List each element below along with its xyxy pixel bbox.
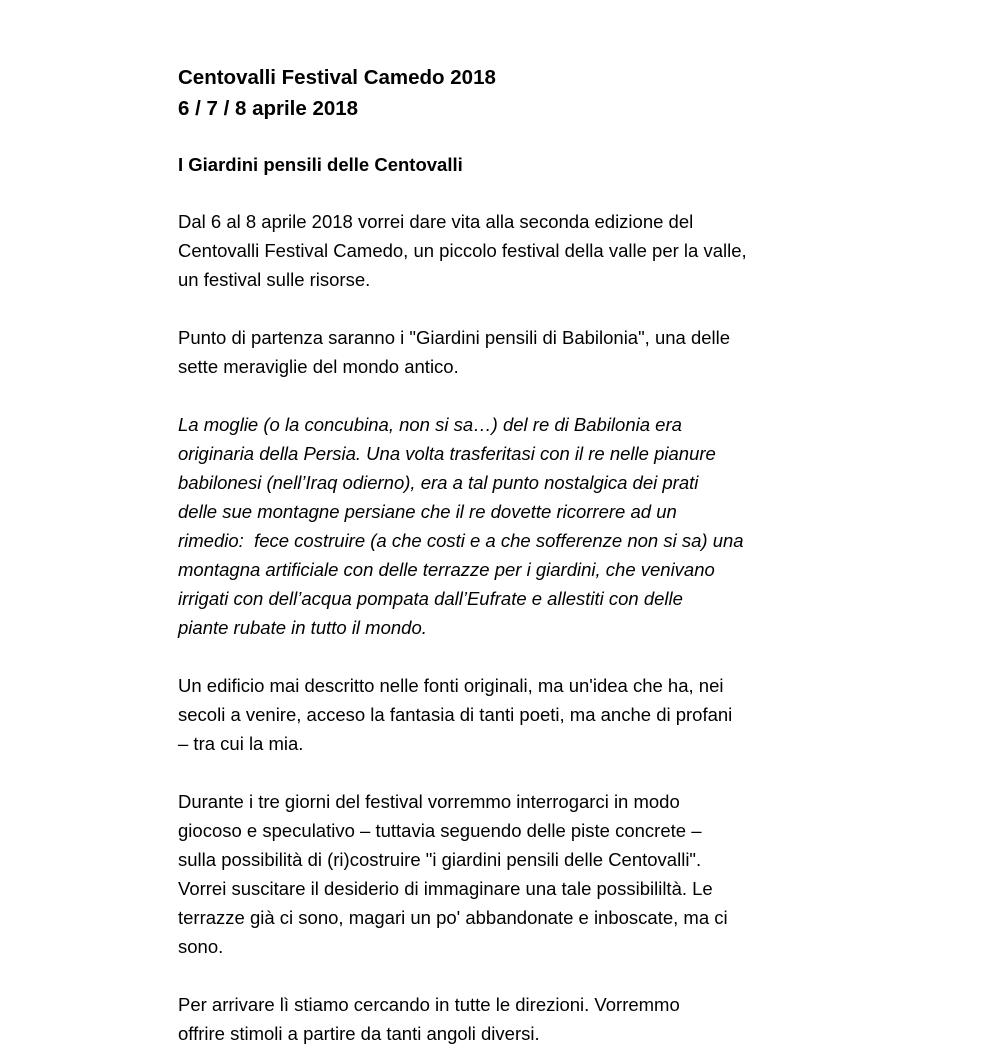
text-line: terrazze già ci sono, magari un po' abbandonate e inboscate, ma ci <box>178 907 728 928</box>
text-line: babilonesi (nell’Iraq odierno), era a tal punto nostalgica dei prati <box>178 472 699 493</box>
document-subtitle: I Giardini pensili delle Centovalli <box>178 154 463 175</box>
text-line: montagna artificiale con delle terrazze per i giardini, che venivano <box>178 559 715 580</box>
text-line: secoli a venire, acceso la fantasia di tanti poeti, ma anche di profani <box>178 704 733 725</box>
text-line: – tra cui la mia. <box>178 733 304 754</box>
paragraph-starting-point <box>178 323 838 381</box>
paragraph-intro <box>178 207 838 294</box>
text-line: offrire stimoli a partire da tanti angoli diversi. <box>178 1023 540 1044</box>
text-line: Punto di partenza saranno i "Giardini pensili di Babilonia", una delle <box>178 327 731 348</box>
text-line: Un edificio mai descritto nelle fonti originali, ma un'idea che ha, nei <box>178 675 724 696</box>
text-line: sette meraviglie del mondo antico. <box>178 356 459 377</box>
text-line: Centovalli Festival Camedo, un piccolo festival della valle per la valle, <box>178 240 747 261</box>
text-line: Vorrei suscitare il desiderio di immaginare una tale possibililtà. Le <box>178 878 713 899</box>
paragraph-festival-days <box>178 787 838 961</box>
text-line: Per arrivare lì stiamo cercando in tutte le direzioni. Vorremmo <box>178 994 680 1015</box>
title-date-line: 6 / 7 / 8 aprile 2018 <box>178 97 359 120</box>
paragraph-legend-italic <box>178 410 838 642</box>
document-page <box>178 62 838 1048</box>
text-line: piante rubate in tutto il mondo. <box>178 617 427 638</box>
paragraph-building <box>178 671 838 758</box>
document-title <box>178 62 838 124</box>
paragraph-directions <box>178 990 838 1048</box>
text-line: La moglie (o la concubina, non si sa…) del re di Babilonia era <box>178 414 682 435</box>
text-line: Dal 6 al 8 aprile 2018 vorrei dare vita alla seconda edizione del <box>178 211 694 232</box>
text-line: originaria della Persia. Una volta trasferitasi con il re nelle pianure <box>178 443 716 464</box>
text-line: rimedio: fece costruire (a che costi e a che sofferenze non si sa) una <box>178 530 744 551</box>
text-line: sulla possibilità di (ri)costruire "i giardini pensili delle Centovalli". <box>178 849 702 870</box>
text-line: Durante i tre giorni del festival vorremmo interrogarci in modo <box>178 791 680 812</box>
title-line: Centovalli Festival Camedo 2018 <box>178 66 496 89</box>
text-line: irrigati con dell’acqua pompata dall’Eufrate e allestiti con delle <box>178 588 683 609</box>
text-line: giocoso e speculativo – tuttavia seguendo delle piste concrete – <box>178 820 702 841</box>
text-line: un festival sulle risorse. <box>178 269 371 290</box>
text-line: delle sue montagne persiane che il re dovette ricorrere ad un <box>178 501 677 522</box>
text-line: sono. <box>178 936 224 957</box>
